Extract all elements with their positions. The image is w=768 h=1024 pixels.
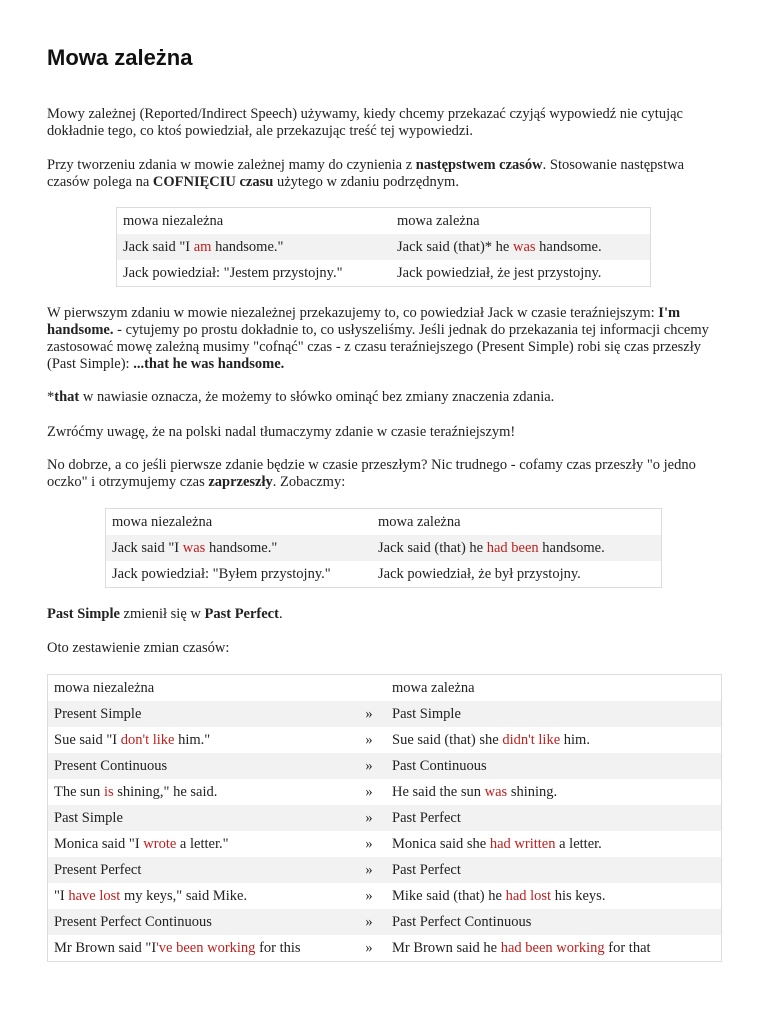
arrow-icon: » [365,835,373,852]
text-span: The sun [54,783,104,800]
table-header-row [117,208,651,235]
text-span: a letter. [555,835,602,852]
table-row [117,260,651,287]
text-span: "I [54,887,69,904]
text-span: Mr Brown said "I [54,939,157,956]
text-span: for this [255,939,301,956]
table-cell: Jack powiedział, że jest przystojny. [397,264,602,281]
highlight-span: have lost [68,887,121,904]
highlight-span: was [182,539,206,556]
past-tense-paragraph [47,457,727,491]
text-span: him." [174,731,211,748]
highlight-span: is [103,783,114,800]
table-cell [48,935,353,962]
table-cell [386,935,722,962]
table-header-row [48,675,722,702]
table-row [48,831,722,857]
summary-intro-paragraph: Oto zestawienie zmian czasów: [47,640,230,656]
highlight-span: had written [489,835,556,852]
highlight-span: was [484,783,508,800]
header-cell: mowa zależna [397,212,480,229]
text-span: w nawiasie oznacza, że możemy to słówko ominąć bez zmiany znaczenia zdania. [79,389,555,405]
table-cell [372,535,662,561]
table-row [48,883,722,909]
text-span: Monica said she [392,835,490,852]
text-span: Past Simple [392,705,461,722]
arrow-icon: » [352,805,386,831]
table-cell [386,701,722,727]
header-cell: mowa niezależna [123,212,224,229]
table-header-row [106,509,662,536]
page-title: Mowa zależna [47,45,193,70]
text-span: shining," he said. [113,783,218,800]
highlight-span: wrote [143,835,177,852]
table-cell [386,857,722,883]
header-cell: mowa niezależna [112,513,213,530]
text-span: him. [560,731,590,748]
text-span: W pierwszym zdaniu w mowie niezależnej przekazujemy to, co powiedział Jack w czasie teraźniejszym: [47,305,659,321]
bold-term: zaprzeszły [208,474,273,490]
highlight-span: am [193,238,212,255]
table-cell [386,779,722,805]
highlight-span: had been working [500,939,605,956]
table-row [48,753,722,779]
bold-term: Past Perfect [204,606,279,622]
text-span: Sue said (that) she [392,731,503,748]
arrow-icon: » [365,887,373,904]
table-cell [386,805,722,831]
table-row [117,234,651,260]
example-table-1 [116,207,651,287]
table-cell [48,779,353,805]
table-cell [48,883,353,909]
text-span: Jack said "I [123,238,194,255]
table-row [48,779,722,805]
table-row [106,535,662,561]
explanation-paragraph [47,305,727,373]
header-cell: mowa zależna [392,679,475,696]
table-cell [386,727,722,753]
highlight-span: 've been working [156,939,256,956]
header-cell: mowa niezależna [54,679,155,696]
table-row [48,909,722,935]
text-span: handsome. [535,238,602,255]
table-cell [106,535,373,561]
text-span: Past Perfect Continuous [392,913,532,930]
table-cell [386,831,722,857]
table-cell: Jack powiedział: "Jestem przystojny." [123,264,343,281]
text-span: Jack said "I [112,539,183,556]
text-span: for that [604,939,651,956]
arrow-icon: » [352,753,386,779]
text-span: Present Perfect [54,861,142,878]
table-cell [386,909,722,935]
note-paragraph [47,389,727,406]
bold-term: ...that he was handsome. [133,356,285,372]
remark-paragraph: Zwróćmy uwagę, że na polski nadal tłumaczymy zdanie w czasie teraźniejszym! [47,424,516,440]
example-table-2 [105,508,662,588]
change-paragraph [47,606,727,623]
text-span: * [47,389,55,405]
table-cell [391,234,651,260]
bold-term: następstwem czasów [415,157,543,173]
text-span: . Stosowanie następstwa czasów polega na [47,157,685,190]
tense-changes-table [47,674,722,962]
arrow-icon: » [352,701,386,727]
text-span: No dobrze, a co jeśli pierwsze zdanie będzie w czasie przeszłym? Nic trudnego - cofamy czas przeszły "o jedno oczko" i otrzymujemy czas [47,457,696,490]
table-cell: Jack powiedział, że był przystojny. [378,565,581,582]
header-cell: mowa zależna [378,513,461,530]
highlight-span: was [512,238,536,255]
intro-paragraph-1: Mowy zależnej (Reported/Indirect Speech) używamy, kiedy chcemy przekazać czyjąś wypowiedź nie cytując dokładnie tego, co ktoś powiedział, ale przekazując treść tej wypowiedzi. [47,106,683,139]
arrow-icon: » [365,939,373,956]
text-span: Present Continuous [54,757,168,774]
table-row [106,561,662,588]
intro-paragraph-2 [47,157,727,191]
table-cell [386,883,722,909]
text-span: Mike said (that) he [392,887,506,904]
header-cell [352,675,386,702]
arrow-icon: » [352,909,386,935]
text-span: handsome. [538,539,605,556]
highlight-span: don't like [120,731,175,748]
table-cell [48,727,353,753]
text-span: Present Perfect Continuous [54,913,212,930]
text-span: . [278,606,283,622]
text-span: Past Perfect [392,861,461,878]
highlight-span: had been [486,539,539,556]
text-span: Jack said (that)* he [397,238,513,255]
table-cell: Jack powiedział: "Byłem przystojny." [112,565,331,582]
table-row [48,857,722,883]
text-span: Sue said "I [54,731,121,748]
text-span: shining. [507,783,558,800]
text-span: Monica said "I [54,835,144,852]
arrow-icon: » [365,783,373,800]
bold-term: COFNIĘCIU czasu [152,174,274,190]
table-cell [48,805,353,831]
table-row [48,805,722,831]
text-span: - cytujemy po prostu dokładnie to, co usłyszeliśmy. Jeśli jednak do przekazania tej informacji chcemy zastosować mowę zależną musimy "cofnąć" czas - z czasu teraźniejszego (Present Simple) robi się czas przeszły (Past Simple): [47,322,709,372]
table-row [48,727,722,753]
text-span: He said the sun [392,783,485,800]
table-cell [48,909,353,935]
arrow-icon: » [352,857,386,883]
arrow-icon: » [365,731,373,748]
text-span: my keys," said Mike. [120,887,248,904]
table-cell [48,857,353,883]
table-cell [386,753,722,779]
text-span: użytego w zdaniu podrzędnym. [273,174,459,190]
text-span: handsome." [205,539,278,556]
table-row [48,935,722,962]
text-span: Past Continuous [392,757,487,774]
bold-term: I'm handsome. [47,305,681,338]
table-row [48,701,722,727]
text-span: handsome." [211,238,284,255]
tense-changes-body [48,675,722,962]
table-cell [48,831,353,857]
table-cell [48,753,353,779]
text-span: . Zobaczmy: [272,474,346,490]
text-span: his keys. [551,887,606,904]
text-span: zmienił się w [119,606,205,622]
text-span: Present Simple [54,705,142,722]
table-cell [117,234,392,260]
text-span: Jack said (that) he [378,539,487,556]
text-span: Past Perfect [392,809,461,826]
text-span: Mr Brown said he [392,939,501,956]
highlight-span: didn't like [502,731,561,748]
bold-term: that [54,389,80,405]
text-span: a letter." [176,835,229,852]
bold-term: Past Simple [47,606,120,622]
table-cell [48,701,353,727]
text-span: Przy tworzeniu zdania w mowie zależnej mamy do czynienia z [47,157,416,173]
text-span: Past Simple [54,809,123,826]
highlight-span: had lost [505,887,552,904]
